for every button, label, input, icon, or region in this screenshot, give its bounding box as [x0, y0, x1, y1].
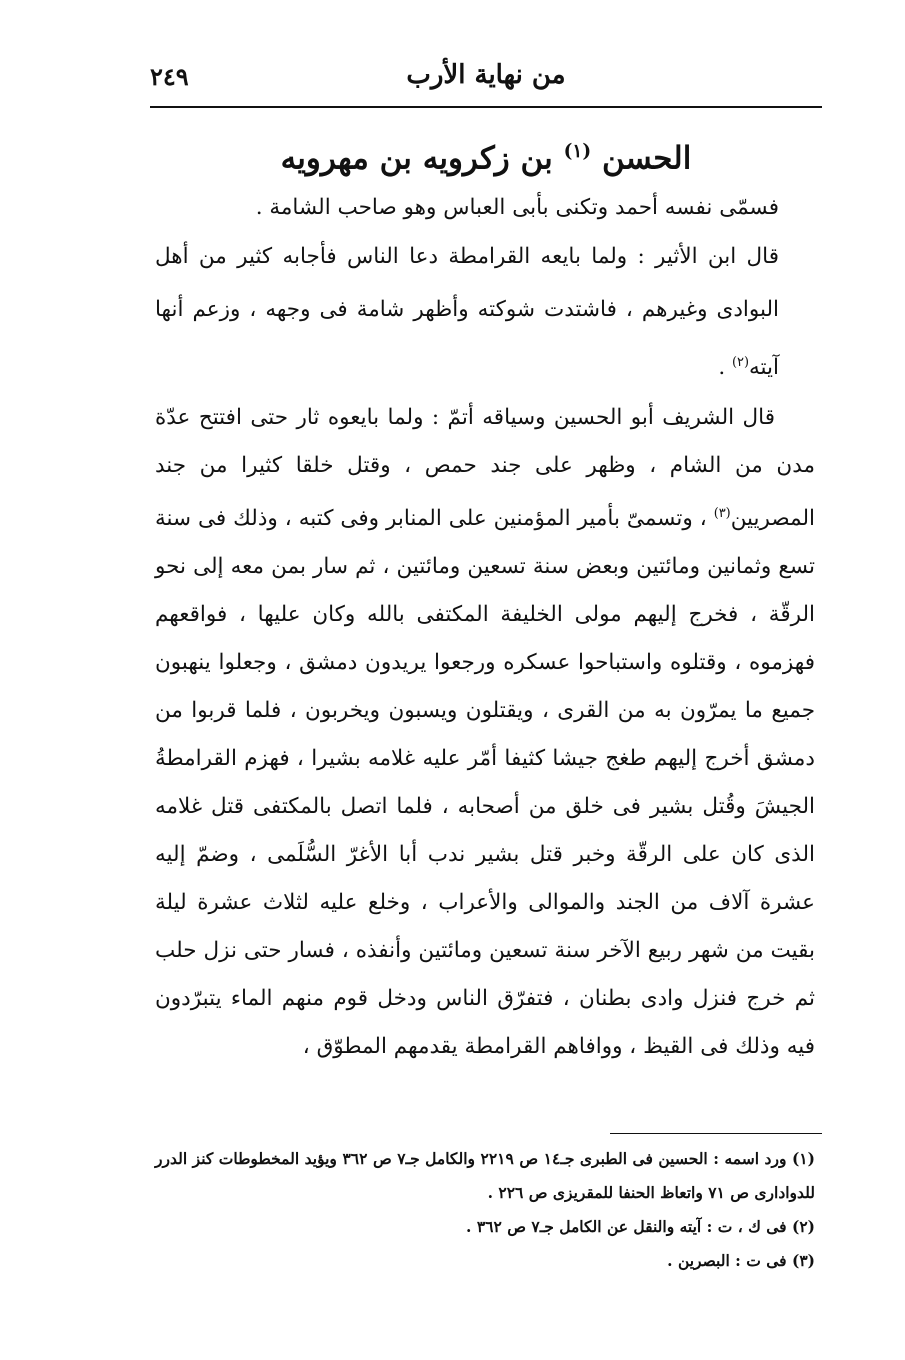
paragraph	[155, 185, 815, 230]
paragraph-text-after: .	[718, 355, 733, 381]
note-marker: (٢)	[732, 355, 750, 370]
body-text	[155, 185, 815, 1071]
chapter-title-name: الحسن	[602, 140, 692, 177]
footnote-rule	[610, 1133, 822, 1134]
chapter-title-rest: بن زكرويه بن مهرويه	[280, 140, 553, 177]
paragraph	[155, 230, 815, 394]
footnote: (١) ورد اسمه : الحسين فى الطبرى جـ١٤ ص ٢٢١٩ والكامل جـ٧ ص ٣٦٢ ويؤيد المخطوطات كنز الدرر للدوادارى ص ٧١ واتعاظ الحنفا للمقريزى ص ٢٢٦ .	[155, 1149, 815, 1202]
footnotes	[155, 1142, 815, 1278]
paragraph-text: قال الشريف أبو الحسين وسياقه أتمّ : ولما بايعوه ثار حتى افتتح عدّة مدن من الشام ، وظهر على جند حمص ، وقتل خلقا كثيرا من جند المصريين	[155, 405, 815, 532]
running-header	[150, 58, 822, 104]
page-number: ٢٤٩	[150, 62, 189, 91]
footnote: (٣) فى ت : البصرين .	[667, 1251, 815, 1270]
paragraph-text-after: ، وتسمىّ بأمير المؤمنين على المنابر وفى كتبه ، وذلك فى سنة تسع وثمانين ومائتين وبعض سنة تسعين ومائتين ، ثم سار بمن معه إلى نحو الرقّة ، فخرج إليهم مولى الخليفة المكتفى بالله وكان عليها ، فواقعهم فهزموه ، وقتلوه واستباحوا عسكره ورجعوا يريدون دمشق ، وجعلوا ينهبون جميع ما يمرّون به من القرى ، ويقتلون ويسبون ويخربون ، فلما قربوا من دمشق أخرج إليهم طغج جيشا كثيفا أمّر عليه غلامه بشيرا ، فهزم القرامطةُ الجيشَ وقُتل بشير فى خلق من أصحابه ، فلما اتصل بالمكتفى قتل غلامه الذى كان على الرقّة وخبر قتل بشير ندب أبا الأغرّ السُّلَمى ، وضمّ إليه عشرة آلاف من الجند والموالى والأعراب ، وخلع عليه لثلاث عشرة ليلة بقيت من شهر ربيع الآخر سنة تسعين ومائتين وأنفذه ، فسار حتى نزل حلب ثم خرج فنزل وادى بطنان ، فتفرّق الناس ودخل قوم منهم الماء يتبرّدون فيه وذلك فى القيظ ، ووافاهم القرامطة يقدمهم المطوّق ،	[155, 506, 815, 1060]
note-marker: (٣)	[713, 506, 731, 522]
chapter-title	[150, 126, 822, 184]
paragraph	[155, 394, 815, 1071]
footnote: (٢) فى ك ، ت : آيته والنقل عن الكامل جـ٧ ص ٣٦٢ .	[466, 1217, 815, 1236]
paragraph-text: فسمّى نفسه أحمد وتكنى بأبى العباس وهو صاحب الشامة .	[255, 195, 779, 220]
header-rule	[150, 106, 822, 108]
paragraph-text: قال ابن الأثير : ولما بايعه القرامطة دعا الناس فأجابه كثير من أهل البوادى وغيرهم ، فاشتدت شوكته وأظهر شامة فى وجهه ، وزعم أنها آيته	[155, 244, 779, 381]
running-title: من نهاية الأرب	[406, 60, 566, 90]
chapter-note-marker: (١)	[563, 141, 592, 162]
